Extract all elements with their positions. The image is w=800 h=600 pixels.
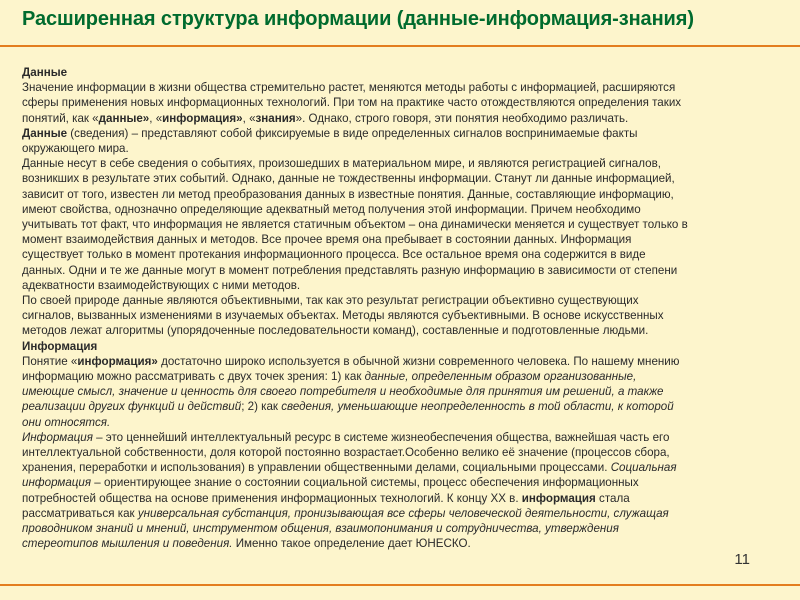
paragraph-line	[22, 460, 782, 475]
text-run: , «	[242, 111, 256, 125]
italic-run: данные, определенным образом организованные,	[364, 370, 637, 384]
term-information: информация»	[162, 111, 243, 125]
paragraph-line: окружающего мира.	[22, 142, 129, 156]
paragraph-line: сигналов, вызванных изменениями в изучаемых объектах. Методы являются субъективными. В основе искусственных	[22, 309, 664, 323]
paragraph-line	[22, 475, 782, 490]
paragraph-line: проводником знаний и мнений, инструментом общения, взаимопонимания и сотрудничества, утверждения	[22, 522, 619, 536]
term-data: данные»	[98, 111, 150, 125]
heading-information: Информация	[22, 339, 98, 353]
term-knowledge: знания	[255, 111, 296, 125]
text-run: информацию можно рассматривать с двух точек зрения: 1) как	[22, 370, 365, 384]
paragraph-line: зависит от того, известен ли метод преобразования данных в известные понятия. Данные, составляющие информацию,	[22, 187, 674, 201]
text-run: Именно такое определение дает ЮНЕСКО.	[232, 537, 471, 551]
paragraph-line: существует только в момент протекания информационного процесса. Все остальное время она содержится в виде	[22, 248, 646, 262]
text-run: , «	[149, 111, 163, 125]
paragraph-line	[22, 536, 782, 551]
paragraph-line	[22, 506, 782, 521]
paragraph-line	[22, 111, 782, 126]
text-run: рассматриваться как	[22, 506, 138, 520]
bottom-divider	[0, 584, 800, 586]
text-run: достаточно широко используется в обычной жизни современного человека. По нашему мнению	[157, 354, 680, 368]
paragraph-line: имеющие смысл, значение и ценность для своего потребителя и необходимые для принятия им решений, а также	[22, 385, 664, 399]
text-run: (сведения) – представляют собой фиксируемые в виде определенных сигналов воспринимаемые факты	[67, 126, 638, 140]
italic-run: Социальная	[610, 461, 677, 475]
paragraph-line	[22, 399, 782, 414]
paragraph-line: данных. Одни и те же данные могут в момент потребления представлять разную информацию в зависимости от степени	[22, 263, 678, 277]
paragraph-line: сферы применения новых информационных технологий. При том на практике часто отождествляются определения таких	[22, 96, 682, 110]
text-run: Понятие «	[22, 354, 78, 368]
italic-run: сведения, уменьшающие неопределенность в той области, к которой	[281, 400, 674, 414]
paragraph-line: По своей природе данные являются объективными, так как это результат регистрации объективно существующих	[22, 294, 639, 308]
paragraph-line: учитывать тот факт, что информация не является статичным объектом – она динамически меняется и существует только в	[22, 218, 688, 232]
italic-run: реализации других функций и действий	[22, 400, 242, 414]
top-divider	[0, 45, 800, 47]
text-run: ; 2) как	[241, 400, 282, 414]
text-run: потребностей общества на основе применения информационных технологий. К концу ХХ в.	[22, 491, 522, 505]
text-run: стала	[595, 491, 630, 505]
paragraph-line: Данные несут в себе сведения о событиях, произошедших в материальном мире, и являются регистрацией сигналов,	[22, 157, 661, 171]
italic-run: информация	[22, 476, 92, 490]
paragraph-line: интеллектуальной собственности, доля которой постоянно возрастает.Особенно велико её значение (процессов сбора,	[22, 446, 670, 460]
paragraph-line: методов лежат алгоритмы (упорядоченные последовательности команд), составленные и подготовленные людьми.	[22, 324, 649, 338]
text-run: хранения, переработки и использования) в управлении общественными делами, социальными процессами.	[22, 461, 611, 475]
slide-body	[22, 65, 782, 552]
slide-title: Расширенная структура информации (данные-информация-знания)	[22, 8, 694, 30]
text-run: – это ценнейший интеллектуальный ресурс в системе жизнеобеспечения общества, важнейшая часть его	[92, 430, 670, 444]
paragraph-line: адекватности взаимодействующих с ними методов.	[22, 278, 301, 292]
term-information: информация»	[77, 354, 158, 368]
paragraph-line: они относятся.	[22, 415, 111, 429]
page-number: 11	[734, 551, 750, 568]
paragraph-line: возникших в результате этих событий. Однако, данные не тождественны информации. Станут ли данные информацией,	[22, 172, 675, 186]
italic-run: универсальная субстанция, пронизывающая все сферы человеческой деятельности, служащая	[137, 506, 669, 520]
term-information: информация	[521, 491, 596, 505]
heading-data: Данные	[22, 66, 68, 79]
paragraph-line	[22, 491, 782, 506]
paragraph-line: имеют свойства, однозначно определяющие адекватный метод получения этой информации. Причем необходимо	[22, 202, 641, 216]
paragraph-line	[22, 369, 782, 384]
paragraph-line: Значение информации в жизни общества стремительно растет, меняются методы работы с информацией, расширяются	[22, 81, 676, 95]
text-run: ». Однако, строго говоря, эти понятия необходимо различать.	[295, 111, 629, 125]
text-run: понятий, как «	[22, 111, 99, 125]
paragraph-line	[22, 430, 782, 445]
term-data: Данные	[22, 126, 68, 140]
paragraph-line	[22, 354, 782, 369]
italic-run: Информация	[22, 430, 93, 444]
italic-run: стереотипов мышления и поведения.	[22, 537, 233, 551]
paragraph-line: момент взаимодействия данных и методов. Все прочее время она пребывает в состоянии данных. Информация	[22, 233, 632, 247]
paragraph-line	[22, 126, 782, 141]
text-run: – ориентирующее знание о состоянии социальной системы, процесс обеспечения информационных	[91, 476, 639, 490]
